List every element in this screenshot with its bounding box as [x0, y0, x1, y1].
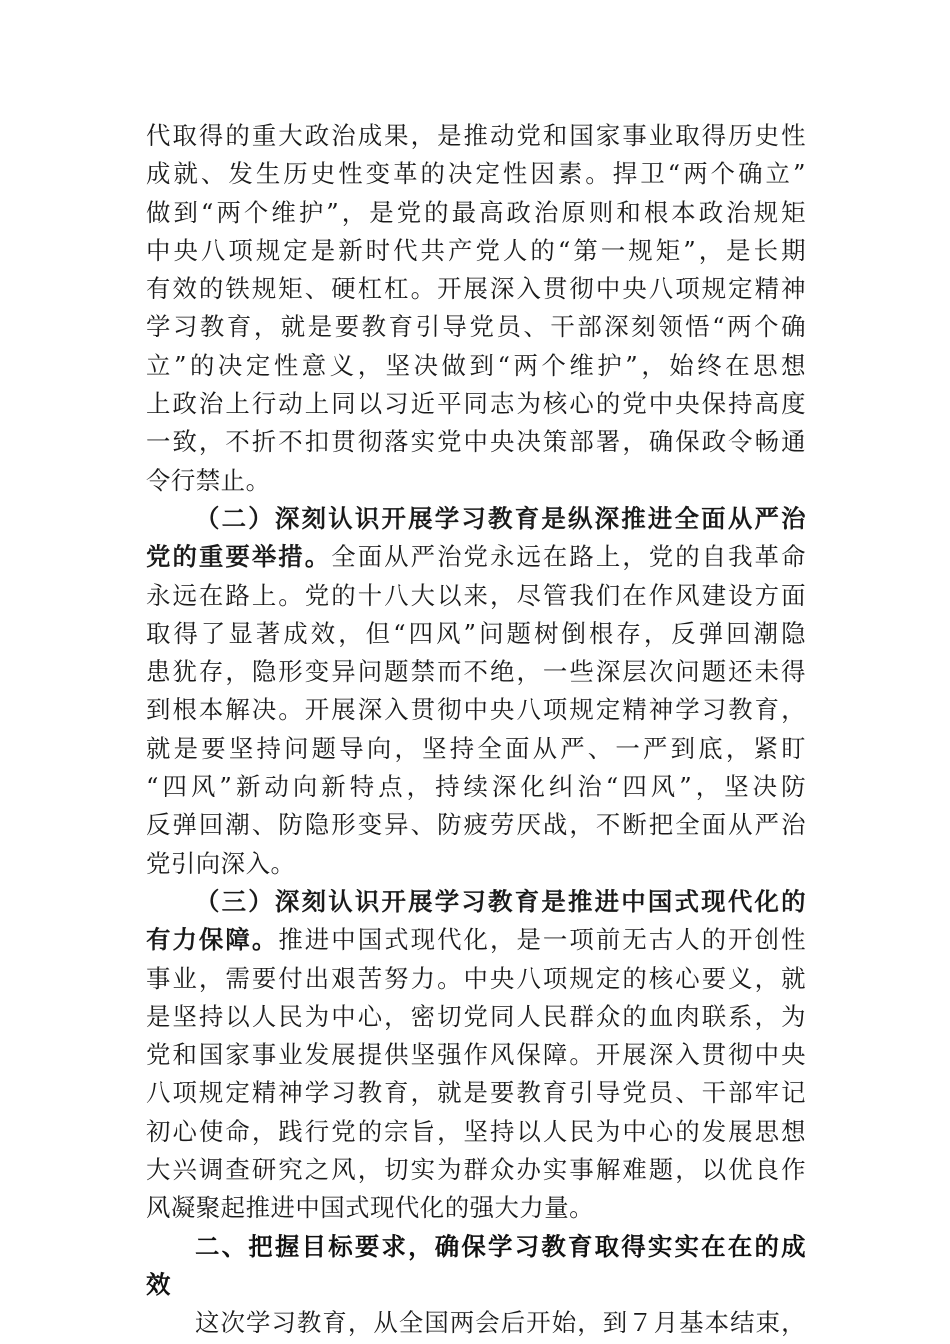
text-line: 令行禁止。: [146, 465, 271, 495]
text-line: 反弹回潮、防隐形变异、防疲劳厌战，不断把全面从严治: [146, 810, 806, 840]
paragraph-heading: （二）深刻认识开展学习教育是纵深推进全面从严治: [195, 503, 806, 533]
text-line: 事业，需要付出艰苦努力。中央八项规定的核心要义，就: [146, 963, 806, 993]
paragraph-schedule: [146, 1304, 806, 1342]
text-line: 取得了显著成效，但“四风”问题树倒根存，反弹回潮隐: [146, 618, 806, 648]
text-line: 做到“两个维护”，是党的最高政治原则和根本政治规矩: [146, 197, 806, 227]
text-line: 这次学习教育，从全国两会后开始，到７月基本结束，: [195, 1308, 806, 1338]
section-title: 二、把握目标要求，确保学习教育取得实实在在的成: [195, 1231, 806, 1261]
paragraph-heading: （三）深刻认识开展学习教育是推进中国式现代化的: [195, 886, 806, 916]
text-line: 上政治上行动上同以习近平同志为核心的党中央保持高度: [146, 389, 806, 419]
text-line: “四风”新动向新特点，持续深化纠治“四风”，坚决防: [146, 772, 806, 802]
paragraph-heading-end: 党的重要举措。: [146, 542, 332, 572]
text-line: 有效的铁规矩、硬杠杠。开展深入贯彻中央八项规定精神: [146, 274, 806, 304]
section-title-cont: 效: [146, 1269, 171, 1299]
text-line: 成就、发生历史性变革的决定性因素。捍卫“两个确立”: [146, 159, 806, 189]
text-line: 八项规定精神学习教育，就是要教育引导党员、干部牢记: [146, 1078, 806, 1108]
text-line: 学习教育，就是要教育引导党员、干部深刻领悟“两个确: [146, 312, 806, 342]
text-line: 党和国家事业发展提供坚强作风保障。开展深入贯彻中央: [146, 1040, 806, 1070]
text-line: 永远在路上。党的十八大以来，尽管我们在作风建设方面: [146, 580, 806, 610]
text-line: 代取得的重大政治成果，是推动党和国家事业取得历史性: [146, 121, 806, 150]
text-line: 初心使命，践行党的宗旨，坚持以人民为中心的发展思想: [146, 1116, 806, 1146]
text-run: 推进中国式现代化，是一项前无古人的开创性: [278, 925, 806, 955]
text-line: 就是要坚持问题导向，坚持全面从严、一严到底，紧盯: [146, 733, 806, 763]
paragraph-strict-governance: [146, 500, 806, 883]
section-heading: [146, 1228, 806, 1305]
text-line: 风凝聚起推进中国式现代化的强大力量。: [146, 1193, 595, 1223]
text-line: 中央八项规定是新时代共产党人的“第一规矩”，是长期: [146, 235, 806, 265]
text-line: 患犹存，隐形变异问题禁而不绝，一些深层次问题还未得: [146, 657, 806, 687]
text-line: 党引向深入。: [146, 848, 296, 878]
paragraph-modernization: [146, 883, 806, 1228]
text-run: 全面从严治党永远在路上，党的自我革命: [331, 542, 806, 572]
text-line: [146, 921, 806, 959]
text-line: 是坚持以人民为中心，密切党同人民群众的血肉联系，为: [146, 1001, 806, 1031]
text-line: [146, 538, 806, 576]
text-line: 到根本解决。开展深入贯彻中央八项规定精神学习教育，: [146, 695, 806, 725]
document-body: [146, 117, 806, 1343]
paragraph-heading-end: 有力保障。: [146, 925, 279, 955]
text-line: 大兴调查研究之风，切实为群众办实事解难题，以优良作: [146, 1155, 806, 1185]
text-line: 一致，不折不扣贯彻落实党中央决策部署，确保政令畅通: [146, 427, 806, 457]
paragraph-two-establishments: [146, 117, 806, 500]
text-line: 立”的决定性意义，坚决做到“两个维护”，始终在思想: [146, 350, 806, 380]
